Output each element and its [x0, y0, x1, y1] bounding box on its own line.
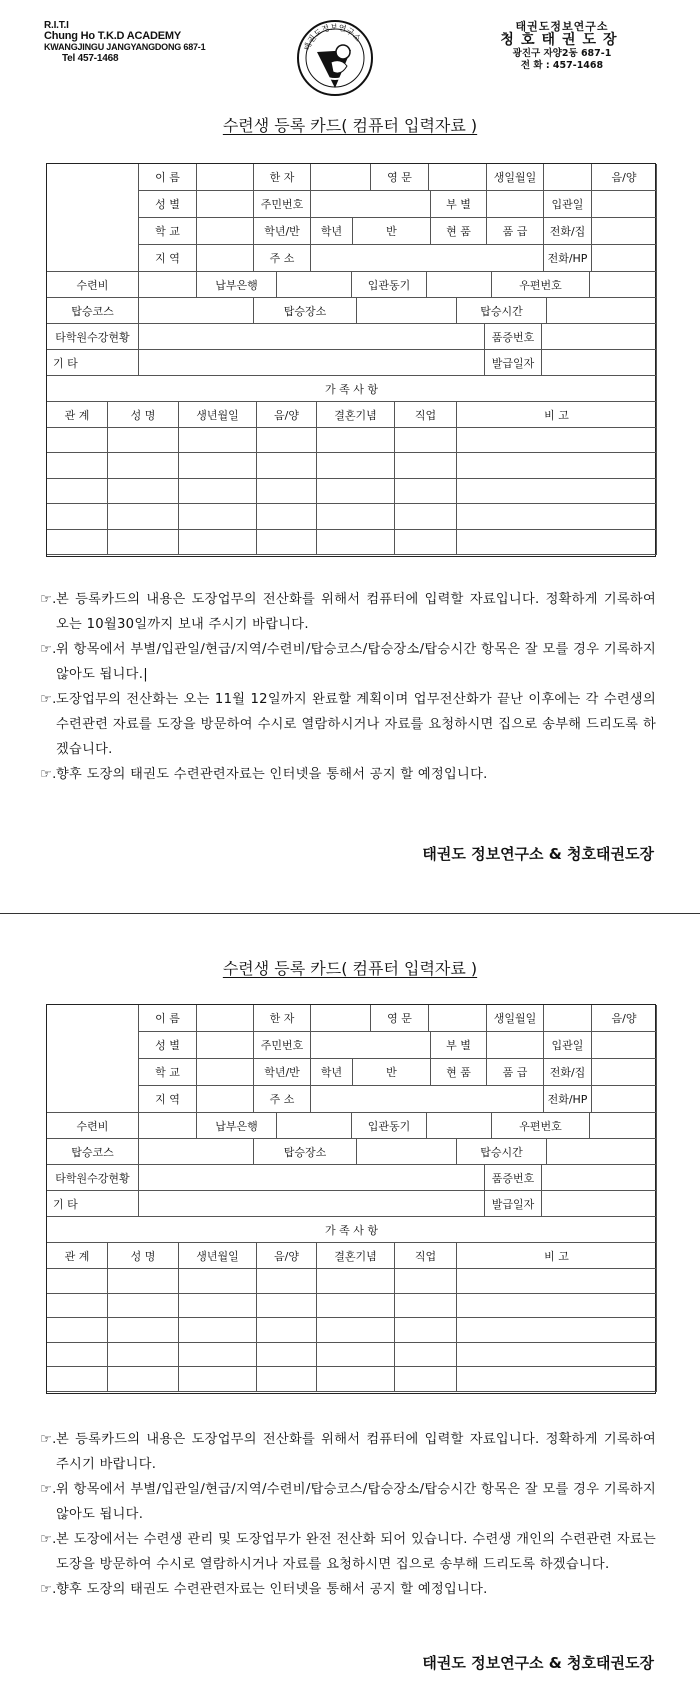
family-entry-field[interactable] [317, 428, 395, 453]
note-text: 향후 도장의 태권도 수련관련자료는 인터넷을 통해서 공지 할 예정입니다. [56, 1582, 488, 1597]
note-text: 본 도장에서는 수련생 관리 및 도장업무가 완전 전산화 되어 있습니다. 수련생 개인의 수련관련 자료는 도장을 방문하여 수시로 열람하시거나 자료를 요청하시면 집으로 송부해 드리도록 하겠습니다. [56, 1532, 656, 1572]
pointing-hand-icon: ☞. [40, 1432, 57, 1447]
family-entry-field[interactable] [179, 530, 257, 555]
logo-text: 태권도정보연구소 [302, 22, 363, 52]
family-entry-field[interactable] [108, 1294, 179, 1319]
registration-card [46, 163, 656, 557]
form-input-field[interactable] [197, 1032, 254, 1059]
family-column-header: 음/양 [257, 1243, 317, 1269]
form-label: 음/양 [592, 164, 657, 191]
form-label: 전화/집 [544, 1059, 592, 1086]
note-text: 향후 도장의 태권도 수련관련자료는 인터넷을 통해서 공지 할 예정입니다. [56, 767, 488, 782]
form-label: 현 품 [431, 218, 487, 245]
form-label: 품 급 [487, 1059, 544, 1086]
note-item [40, 637, 656, 687]
family-entry-field[interactable] [108, 1343, 179, 1368]
form-label: 주 소 [254, 245, 311, 272]
family-entry-field[interactable] [395, 1367, 457, 1392]
photo-area [47, 1005, 139, 1113]
form-label: 주 소 [254, 1086, 311, 1113]
note-item [40, 1577, 656, 1602]
family-column-header: 생년월일 [179, 1243, 257, 1269]
family-entry-field[interactable] [317, 453, 395, 478]
note-item [40, 687, 656, 762]
form-input-field[interactable] [277, 272, 352, 298]
pointing-hand-icon: ☞. [40, 592, 57, 607]
family-entry-field[interactable] [395, 1318, 457, 1343]
family-entry-field[interactable] [179, 428, 257, 453]
family-entry-field[interactable] [395, 1343, 457, 1368]
form-input-field[interactable] [277, 1113, 352, 1139]
family-entry-field[interactable] [317, 479, 395, 504]
family-entry-field[interactable] [257, 479, 317, 504]
family-entry-field[interactable] [47, 1318, 108, 1343]
form-label: 기 타 [47, 1191, 139, 1217]
form-label: 우편번호 [492, 272, 590, 298]
form-label: 품 급 [487, 218, 544, 245]
family-entry-field[interactable] [179, 453, 257, 478]
form-input-field[interactable] [139, 1191, 485, 1217]
card-title-text: 수련생 등록 카드( 컴퓨터 입력자료 ) [222, 959, 478, 978]
form-input-field[interactable] [311, 245, 544, 272]
form-input-field[interactable] [592, 1059, 657, 1086]
family-entry-field[interactable] [108, 530, 179, 555]
note-item [40, 1477, 656, 1527]
family-entry-field[interactable] [457, 1294, 657, 1319]
form-label: 성 별 [139, 1032, 197, 1059]
form-label: 탑승장소 [254, 1139, 357, 1165]
family-entry-field[interactable] [317, 504, 395, 529]
form-label: 탑승시간 [457, 1139, 547, 1165]
form-input-field[interactable] [590, 1113, 657, 1139]
form-input-field[interactable] [547, 1139, 657, 1165]
registration-card [46, 1004, 656, 1394]
family-column-header: 생년월일 [179, 402, 257, 428]
family-entry-field[interactable] [395, 479, 457, 504]
note-text: 도장업무의 전산화는 오는 11월 12일까지 완료할 계획이며 업무전산화가 끝난 이후에는 각 수련생의 수련관련 자료를 도장을 방문하여 수시로 열람하시거나 자료를 요청하시면 집으로 송부해 드리도록 하겠습니다. [56, 692, 656, 757]
footer-signature: 태권도 정보연구소 & 청호태권도장 [422, 1654, 654, 1672]
form-label: 전화/HP [544, 245, 592, 272]
family-entry-field[interactable] [457, 1367, 657, 1392]
form-input-field[interactable] [542, 350, 657, 376]
form-input-field[interactable] [357, 1139, 457, 1165]
dojang-name: 청호태권도장 [500, 32, 624, 48]
header-left-line: Tel 457-1468 [62, 53, 119, 64]
form-label: 반 [353, 1059, 431, 1086]
family-entry-field[interactable] [317, 1318, 395, 1343]
form-input-field[interactable] [139, 1113, 197, 1139]
pointing-hand-icon: ☞. [40, 1482, 57, 1497]
form-input-field[interactable] [311, 191, 431, 218]
pointing-hand-icon: ☞. [40, 642, 57, 657]
form-label: 학 교 [139, 218, 197, 245]
family-entry-field[interactable] [457, 453, 657, 478]
note-text: 본 등록카드의 내용은 도장업무의 전산화를 위해서 컴퓨터에 입력할 자료입니다. 정확하게 기록하여 주시기 바랍니다. [56, 1432, 656, 1472]
form-label: 입관동기 [352, 1113, 427, 1139]
form-input-field[interactable] [197, 164, 254, 191]
form-label: 반 [353, 218, 431, 245]
form-label: 학년 [311, 1059, 353, 1086]
form-label: 품증번호 [485, 324, 542, 350]
header-left [44, 20, 254, 64]
form-input-field[interactable] [542, 324, 657, 350]
form-label: 이 름 [139, 1005, 197, 1032]
form-label: 영 문 [371, 164, 429, 191]
family-entry-field[interactable] [47, 1343, 108, 1368]
form-input-field[interactable] [311, 1005, 371, 1032]
family-entry-field[interactable] [179, 1269, 257, 1294]
family-entry-field[interactable] [257, 1294, 317, 1319]
form-label: 한 자 [254, 164, 311, 191]
pointing-hand-icon: ☞. [40, 692, 57, 707]
note-item [40, 587, 656, 637]
page-divider [0, 913, 700, 914]
form-label: 타학원수강현황 [47, 1165, 139, 1191]
form-input-field[interactable] [139, 324, 485, 350]
form-input-field[interactable] [197, 245, 254, 272]
form-label: 발급일자 [485, 350, 542, 376]
form-input-field[interactable] [544, 1005, 592, 1032]
note-text: 본 등록카드의 내용은 도장업무의 전산화를 위해서 컴퓨터에 입력할 자료입니다. 정확하게 기록하여 오는 10월30일까지 보내 주시기 바랍니다. [56, 592, 656, 632]
family-entry-field[interactable] [179, 1318, 257, 1343]
family-entry-field[interactable] [47, 504, 108, 529]
family-entry-field[interactable] [108, 504, 179, 529]
form-label: 입관일 [544, 1032, 592, 1059]
pointing-hand-icon: ☞. [40, 1582, 57, 1597]
photo-area [47, 164, 139, 272]
form-label: 납부은행 [197, 1113, 277, 1139]
form-label: 입관동기 [352, 272, 427, 298]
card-title-text: 수련생 등록 카드( 컴퓨터 입력자료 ) [222, 116, 478, 135]
family-column-header: 결혼기념 [317, 402, 395, 428]
form-input-field[interactable] [197, 218, 254, 245]
form-input-field[interactable] [590, 272, 657, 298]
family-entry-field[interactable] [257, 1343, 317, 1368]
note-item [40, 1427, 656, 1477]
family-entry-field[interactable] [108, 428, 179, 453]
header-left-line: Chung Ho T.K.D ACADEMY [44, 30, 181, 42]
family-entry-field[interactable] [457, 1269, 657, 1294]
family-entry-field[interactable] [47, 453, 108, 478]
form-label: 가 족 사 항 [47, 1217, 657, 1243]
form-label: 생일월일 [487, 164, 544, 191]
header-address: 광진구 자양2동 687-1 [512, 48, 612, 59]
header-left-line: R.I.T.I [44, 20, 69, 31]
form-input-field[interactable] [547, 298, 657, 324]
family-entry-field[interactable] [179, 1343, 257, 1368]
form-input-field[interactable] [592, 1032, 657, 1059]
family-entry-field[interactable] [317, 1343, 395, 1368]
family-entry-field[interactable] [457, 479, 657, 504]
form-label: 생일월일 [487, 1005, 544, 1032]
family-entry-field[interactable] [257, 1318, 317, 1343]
family-entry-field[interactable] [457, 530, 657, 555]
form-input-field[interactable] [429, 164, 487, 191]
form-input-field[interactable] [357, 298, 457, 324]
form-input-field[interactable] [427, 272, 492, 298]
card-title [0, 113, 700, 136]
form-input-field[interactable] [139, 1165, 485, 1191]
form-label: 영 문 [371, 1005, 429, 1032]
form-label: 주민번호 [254, 1032, 311, 1059]
family-column-header: 성 명 [108, 402, 179, 428]
form-label: 학년/반 [254, 1059, 311, 1086]
family-entry-field[interactable] [317, 530, 395, 555]
form-label: 우편번호 [492, 1113, 590, 1139]
form-label: 발급일자 [485, 1191, 542, 1217]
family-entry-field[interactable] [457, 504, 657, 529]
form-label: 수련비 [47, 1113, 139, 1139]
form-label: 탑승장소 [254, 298, 357, 324]
form-input-field[interactable] [197, 191, 254, 218]
family-entry-field[interactable] [257, 504, 317, 529]
form-label: 지 역 [139, 245, 197, 272]
form-input-field[interactable] [139, 1139, 254, 1165]
family-column-header: 관 계 [47, 402, 108, 428]
form-input-field[interactable] [592, 191, 657, 218]
form-input-field[interactable] [542, 1165, 657, 1191]
family-entry-field[interactable] [179, 1367, 257, 1392]
form-input-field[interactable] [592, 245, 657, 272]
pointing-hand-icon: ☞. [40, 1532, 57, 1547]
form-input-field[interactable] [311, 1032, 431, 1059]
form-label: 탑승시간 [457, 298, 547, 324]
form-label: 품증번호 [485, 1165, 542, 1191]
header-phone: 전 화 : 457-1468 [520, 60, 604, 71]
form-input-field[interactable] [139, 298, 254, 324]
family-entry-field[interactable] [395, 1269, 457, 1294]
family-entry-field[interactable] [108, 453, 179, 478]
form-label: 납부은행 [197, 272, 277, 298]
family-entry-field[interactable] [47, 479, 108, 504]
form-label: 타학원수강현황 [47, 324, 139, 350]
pointing-hand-icon: ☞. [40, 767, 57, 782]
form-label: 입관일 [544, 191, 592, 218]
family-entry-field[interactable] [457, 1343, 657, 1368]
family-entry-field[interactable] [317, 1367, 395, 1392]
family-entry-field[interactable] [108, 1367, 179, 1392]
header-right [462, 20, 662, 72]
form-label: 학년 [311, 218, 353, 245]
family-entry-field[interactable] [47, 1269, 108, 1294]
form-label: 학년/반 [254, 218, 311, 245]
family-entry-field[interactable] [257, 1367, 317, 1392]
note-item [40, 1527, 656, 1577]
form-input-field[interactable] [592, 1086, 657, 1113]
form-label: 기 타 [47, 350, 139, 376]
note-text: 위 항목에서 부별/입관일/현급/지역/수련비/탑승코스/탑승장소/탑승시간 항목은 잘 모를 경우 기록하지 않아도 됩니다.| [56, 642, 656, 682]
family-column-header: 직업 [395, 1243, 457, 1269]
form-input-field[interactable] [197, 1086, 254, 1113]
form-input-field[interactable] [427, 1113, 492, 1139]
family-entry-field[interactable] [108, 1318, 179, 1343]
form-input-field[interactable] [487, 191, 544, 218]
family-entry-field[interactable] [457, 428, 657, 453]
family-entry-field[interactable] [47, 530, 108, 555]
family-column-header: 직업 [395, 402, 457, 428]
note-item [40, 762, 656, 787]
form-label: 부 별 [431, 191, 487, 218]
family-column-header: 관 계 [47, 1243, 108, 1269]
institute-name: 태권도정보연구소 [515, 20, 609, 33]
form-label: 한 자 [254, 1005, 311, 1032]
form-label: 현 품 [431, 1059, 487, 1086]
family-column-header: 비 고 [457, 402, 657, 428]
family-column-header: 비 고 [457, 1243, 657, 1269]
form-label: 탑승코스 [47, 1139, 139, 1165]
form-label: 수련비 [47, 272, 139, 298]
family-entry-field[interactable] [395, 1294, 457, 1319]
family-entry-field[interactable] [457, 1318, 657, 1343]
form-input-field[interactable] [544, 164, 592, 191]
notes-section [40, 1427, 656, 1602]
form-label: 가 족 사 항 [47, 376, 657, 402]
academy-logo [295, 18, 375, 98]
footer-signature: 태권도 정보연구소 & 청호태권도장 [422, 845, 654, 863]
family-entry-field[interactable] [179, 1294, 257, 1319]
family-entry-field[interactable] [47, 1367, 108, 1392]
form-label: 주민번호 [254, 191, 311, 218]
notes-section [40, 587, 656, 787]
family-entry-field[interactable] [257, 453, 317, 478]
form-label: 부 별 [431, 1032, 487, 1059]
family-entry-field[interactable] [395, 453, 457, 478]
form-input-field[interactable] [487, 1032, 544, 1059]
form-label: 탑승코스 [47, 298, 139, 324]
form-input-field[interactable] [311, 164, 371, 191]
family-entry-field[interactable] [257, 428, 317, 453]
family-entry-field[interactable] [257, 1269, 317, 1294]
form-input-field[interactable] [139, 272, 197, 298]
form-input-field[interactable] [197, 1059, 254, 1086]
family-column-header: 결혼기념 [317, 1243, 395, 1269]
form-label: 전화/HP [544, 1086, 592, 1113]
family-entry-field[interactable] [47, 428, 108, 453]
form-input-field[interactable] [311, 1086, 544, 1113]
form-input-field[interactable] [139, 350, 485, 376]
note-text: 위 항목에서 부별/입관일/현급/지역/수련비/탑승코스/탑승장소/탑승시간 항목은 잘 모를 경우 기록하지 않아도 됩니다. [56, 1482, 656, 1522]
header-left-line: KWANGJINGU JANGYANGDONG 687-1 [44, 42, 206, 52]
family-entry-field[interactable] [257, 530, 317, 555]
family-entry-field[interactable] [317, 1269, 395, 1294]
form-label: 학 교 [139, 1059, 197, 1086]
family-entry-field[interactable] [179, 504, 257, 529]
form-input-field[interactable] [592, 218, 657, 245]
family-entry-field[interactable] [47, 1294, 108, 1319]
family-column-header: 음/양 [257, 402, 317, 428]
family-entry-field[interactable] [395, 428, 457, 453]
form-input-field[interactable] [197, 1005, 254, 1032]
family-entry-field[interactable] [108, 479, 179, 504]
family-column-header: 성 명 [108, 1243, 179, 1269]
form-input-field[interactable] [542, 1191, 657, 1217]
family-entry-field[interactable] [395, 530, 457, 555]
form-label: 전화/집 [544, 218, 592, 245]
form-label: 이 름 [139, 164, 197, 191]
form-label: 음/양 [592, 1005, 657, 1032]
form-input-field[interactable] [429, 1005, 487, 1032]
card-title [0, 956, 700, 979]
family-entry-field[interactable] [108, 1269, 179, 1294]
family-entry-field[interactable] [179, 479, 257, 504]
form-label: 성 별 [139, 191, 197, 218]
form-label: 지 역 [139, 1086, 197, 1113]
family-entry-field[interactable] [317, 1294, 395, 1319]
family-entry-field[interactable] [395, 504, 457, 529]
